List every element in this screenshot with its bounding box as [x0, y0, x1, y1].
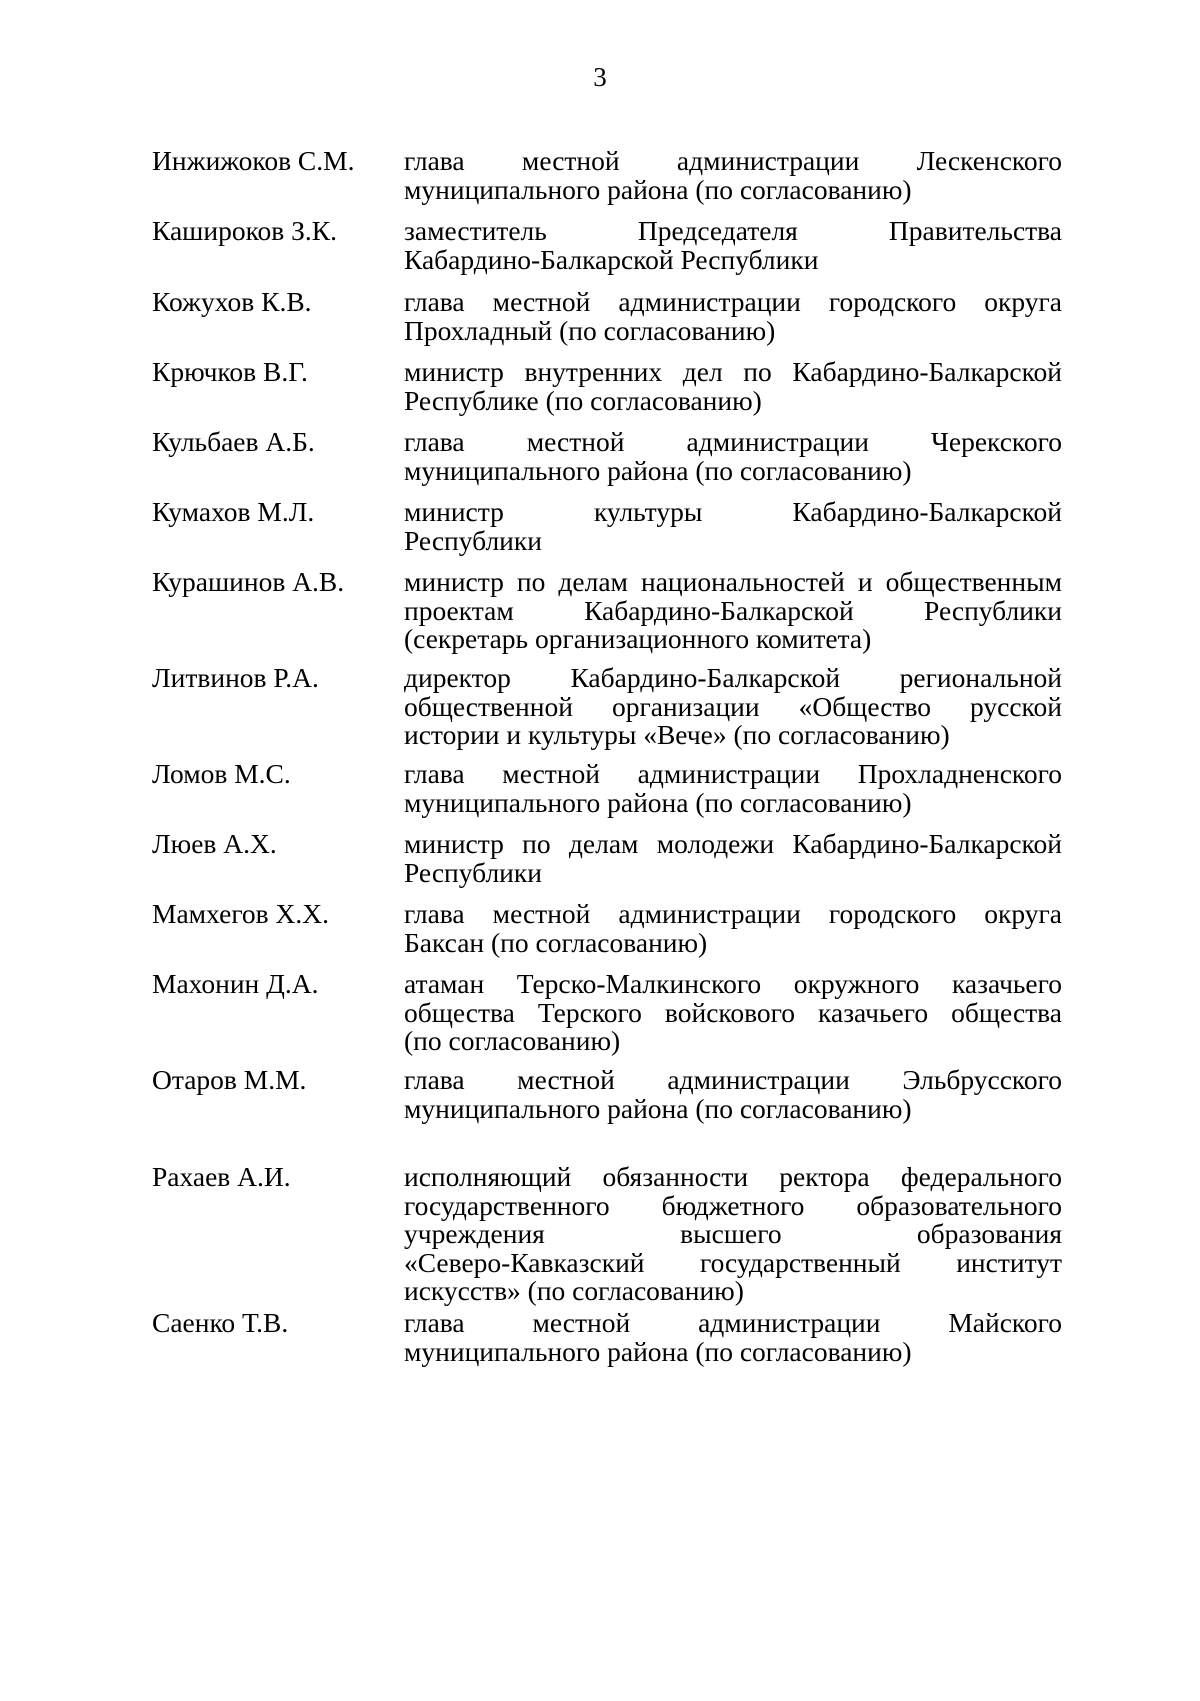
position-line: искусств» (по согласованию) — [404, 1275, 744, 1306]
member-name: Люев А.Х. — [152, 828, 277, 859]
member-name: Отаров М.М. — [152, 1064, 307, 1095]
member-name: Кульбаев А.Б. — [152, 426, 315, 457]
position-line: министр внутренних дел по Кабардино-Балкарской — [404, 356, 1062, 387]
position-line: министр культуры Кабардино-Балкарской — [404, 496, 1062, 527]
member-name: Саенко Т.В. — [152, 1307, 289, 1338]
position-line: глава местной администрации Прохладненского — [404, 758, 1062, 789]
member-entry — [152, 970, 1062, 1056]
position-line: «Северо-Кавказский государственный институт — [404, 1246, 1062, 1278]
member-position — [404, 1163, 1062, 1306]
member-entry — [152, 1163, 1062, 1306]
member-name: Кашироков З.К. — [152, 215, 338, 246]
position-line: общества Терского войскового казачьего общества — [404, 996, 1062, 1028]
position-line: директор Кабардино-Балкарской региональной — [404, 662, 1062, 693]
position-line: Кабардино-Балкарской Республики — [404, 243, 819, 275]
position-line: министр по делам молодежи Кабардино-Балкарской — [404, 828, 1062, 859]
page-number: 3 — [593, 62, 607, 92]
position-line: Прохладный (по согласованию) — [404, 314, 776, 346]
position-line: (по согласованию) — [404, 1025, 621, 1056]
member-name: Литвинов Р.А. — [152, 662, 319, 693]
position-line: муниципального района (по согласованию) — [404, 454, 912, 486]
position-line: заместитель Председателя Правительства — [404, 215, 1062, 246]
position-line: муниципального района (по согласованию) — [404, 1335, 912, 1367]
member-entry — [152, 830, 1062, 887]
member-position — [404, 970, 1062, 1056]
member-entry — [152, 900, 1062, 957]
member-position — [404, 760, 1062, 817]
position-line: исполняющий обязанности ректора федерального — [404, 1161, 1062, 1192]
position-line: общественной организации «Общество русской — [404, 690, 1062, 722]
position-line: глава местной администрации Лескенского — [404, 145, 1062, 176]
member-name: Кожухов К.В. — [152, 286, 312, 317]
member-position — [404, 288, 1062, 345]
position-line: Республики — [404, 856, 542, 888]
member-entry — [152, 760, 1062, 817]
member-position — [404, 498, 1062, 555]
member-position — [404, 217, 1062, 274]
member-name: Мамхегов Х.Х. — [152, 898, 330, 929]
member-position — [404, 900, 1062, 957]
position-line: истории и культуры «Вече» (по согласованию) — [404, 719, 950, 750]
position-line: государственного бюджетного образовательного — [404, 1189, 1062, 1221]
member-name: Кумахов М.Л. — [152, 496, 315, 527]
member-position — [404, 428, 1062, 485]
member-name: Курашинов А.В. — [152, 566, 345, 597]
member-entry — [152, 288, 1062, 345]
member-entry — [152, 358, 1062, 415]
position-line: министр по делам национальностей и общественным — [404, 566, 1062, 597]
member-name: Крючков В.Г. — [152, 356, 308, 387]
member-position — [404, 664, 1062, 750]
position-line: глава местной администрации Эльбрусского — [404, 1064, 1062, 1095]
position-line: проектам Кабардино-Балкарской Республики — [404, 594, 1062, 626]
position-line: Республики — [404, 524, 542, 556]
member-entry — [152, 428, 1062, 485]
position-line: (секретарь организационного комитета) — [404, 623, 872, 654]
member-name: Ломов М.С. — [152, 758, 291, 789]
member-entry — [152, 1309, 1062, 1366]
position-line: Баксан (по согласованию) — [404, 926, 708, 958]
position-line: атаман Терско-Малкинского окружного казачьего — [404, 968, 1062, 999]
position-line: глава местной администрации Черекского — [404, 426, 1062, 457]
position-line: муниципального района (по согласованию) — [404, 1092, 912, 1124]
member-entry — [152, 217, 1062, 274]
member-name: Инжижоков С.М. — [152, 145, 355, 176]
member-name: Рахаев А.И. — [152, 1161, 291, 1192]
position-line: учреждения высшего образования — [404, 1218, 1062, 1249]
position-line: муниципального района (по согласованию) — [404, 173, 912, 205]
member-position — [404, 1309, 1062, 1366]
member-position — [404, 147, 1062, 204]
member-name: Махонин Д.А. — [152, 968, 319, 999]
position-line: муниципального района (по согласованию) — [404, 786, 912, 818]
position-line: глава местной администрации городского округа — [404, 286, 1062, 317]
member-position — [404, 568, 1062, 654]
member-position — [404, 1066, 1062, 1123]
member-entry — [152, 147, 1062, 204]
position-line: глава местной администрации городского округа — [404, 898, 1062, 929]
position-line: Республике (по согласованию) — [404, 384, 762, 416]
member-position — [404, 358, 1062, 415]
member-position — [404, 830, 1062, 887]
position-line: глава местной администрации Майского — [404, 1307, 1062, 1338]
member-entry — [152, 568, 1062, 654]
member-entry — [152, 498, 1062, 555]
member-entry — [152, 664, 1062, 750]
member-entry — [152, 1066, 1062, 1123]
